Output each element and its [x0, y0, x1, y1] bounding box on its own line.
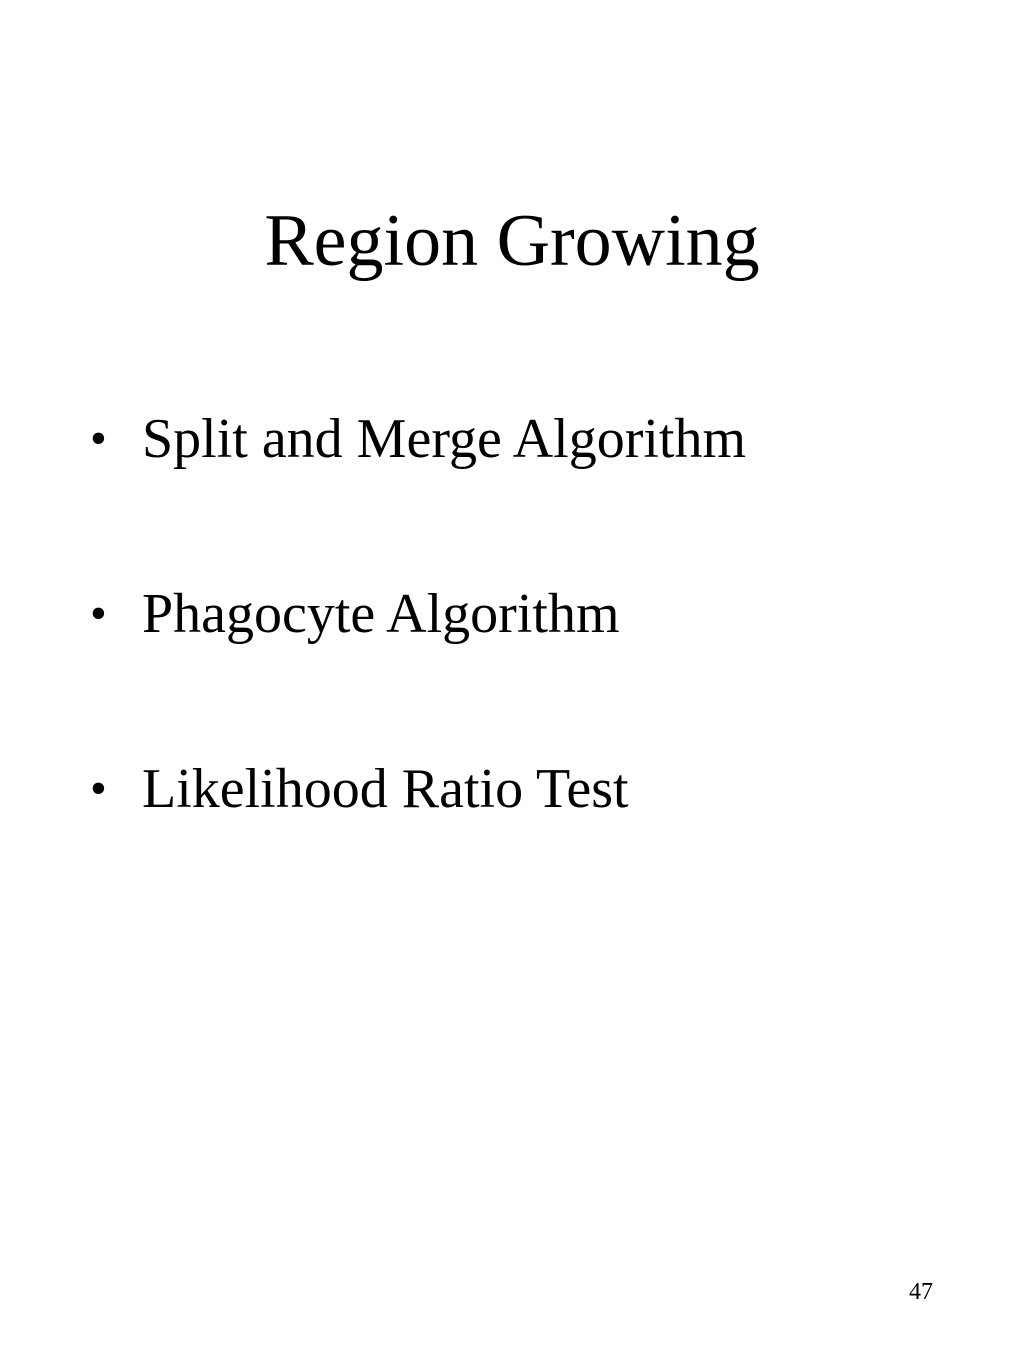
- bullet-dot-icon: •: [90, 587, 107, 640]
- bullet-item: [90, 754, 990, 824]
- page-number: 47: [909, 1279, 933, 1305]
- bullet-text: Split and Merge Algorithm: [142, 408, 747, 470]
- bullet-item: [90, 579, 990, 649]
- bullet-text: Phagocyte Algorithm: [142, 583, 620, 645]
- bullet-dot-icon: •: [90, 762, 107, 815]
- bullet-item: [90, 404, 990, 474]
- bullet-dot-icon: •: [90, 412, 107, 465]
- slide-title: Region Growing: [264, 200, 760, 282]
- bullet-list: [90, 404, 990, 929]
- bullet-text: Likelihood Ratio Test: [142, 758, 629, 820]
